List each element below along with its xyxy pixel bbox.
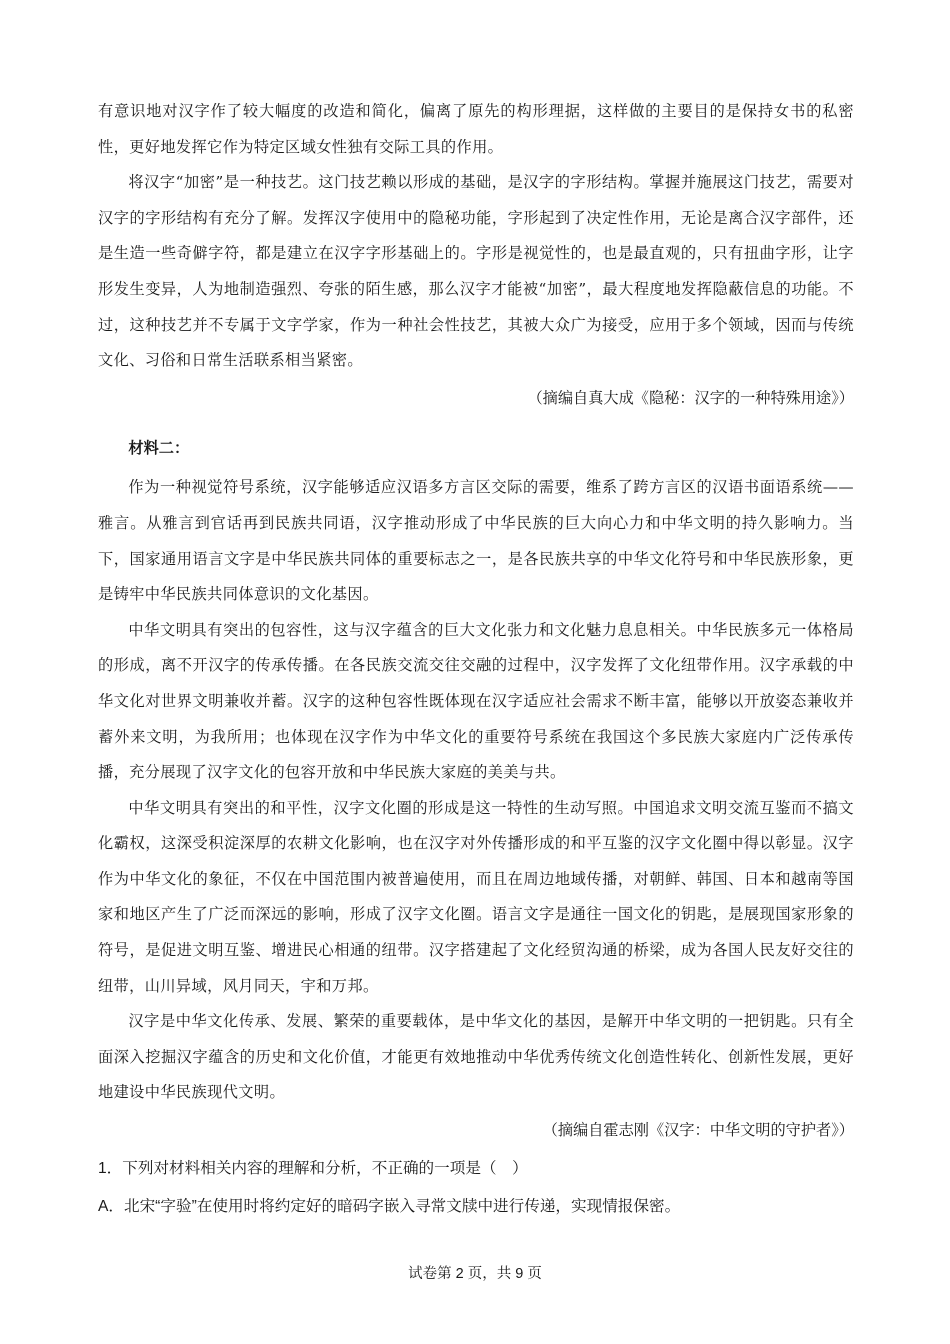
page-content bbox=[98, 94, 854, 1225]
passage1-paragraph-2: 将汉字“加密”是一种技艺。这门技艺赖以形成的基础，是汉字的字形结构。掌握并施展这门技艺，需要对汉字的字形结构有充分了解。发挥汉字使用中的隐秘功能，字形起到了决定性作用，无论是离合汉字部件，还是生造一些奇僻字符，都是建立在汉字字形基础上的。字形是视觉性的，也是最直观的，只有扭曲字形，让字形发生变异，人为地制造强烈、夸张的陌生感，那么汉字才能被“加密”，最大程度地发挥隐蔽信息的功能。不过，这种技艺并不专属于文字学家，作为一种社会性技艺，其被大众广为接受，应用于多个领域，因而与传统文化、习俗和日常生活联系相当紧密。 bbox=[98, 173, 854, 370]
passage2-paragraph-4: 汉字是中华文化传承、发展、繁荣的重要载体，是中华文化的基因，是解开中华文明的一把钥匙。只有全面深入挖掘汉字蕴含的历史和文化价值，才能更有效地推动中华优秀传统文化创造性转化、创新性发展，更好地建设中华民族现代文明。 bbox=[98, 1012, 854, 1102]
question-1-stem: 1．下列对材料相关内容的理解和分析，不正确的一项是（ ） bbox=[98, 1159, 528, 1177]
passage2-source: （摘编自霍志刚《汉字：中华文明的守护者》） bbox=[542, 1121, 854, 1140]
question-1-option-a: A．北宋“字验”在使用时将约定好的暗码字嵌入寻常文牍中进行传递，实现情报保密。 bbox=[98, 1197, 681, 1215]
passage1-source: （摘编自真大成《隐秘：汉字的一种特殊用途》） bbox=[527, 388, 854, 407]
passage1-paragraph-tail: 有意识地对汉字作了较大幅度的改造和简化，偏离了原先的构形理据，这样做的主要目的是保持女书的私密性，更好地发挥它作为特定区域女性独有交际工具的作用。 bbox=[98, 102, 854, 156]
material-two-heading: 材料二： bbox=[128, 439, 190, 458]
passage2-paragraph-1: 作为一种视觉符号系统，汉字能够适应汉语多方言区交际的需要，维系了跨方言区的汉语书面语系统——雅言。从雅言到官话再到民族共同语，汉字推动形成了中华民族的巨大向心力和中华文明的持久影响力。当下，国家通用语言文字是中华民族共同体的重要标志之一，是各民族共享的中华文化符号和中华民族形象，更是铸牢中华民族共同体意识的文化基因。 bbox=[98, 478, 854, 604]
page-footer: 试卷第 2 页，共 9 页 bbox=[408, 1266, 542, 1282]
passage2-paragraph-3: 中华文明具有突出的和平性，汉字文化圈的形成是这一特性的生动写照。中国追求文明交流互鉴而不搞文化霸权，这深受积淀深厚的农耕文化影响，也在汉字对外传播形成的和平互鉴的汉字文化圈中得以彰显。汉字作为中华文化的象征，不仅在中国范围内被普遍使用，而且在周边地域传播，对朝鲜、韩国、日本和越南等国家和地区产生了广泛而深远的影响，形成了汉字文化圈。语言文字是通往一国文化的钥匙，是展现国家形象的符号，是促进文明互鉴、增进民心相通的纽带。汉字搭建起了文化经贸沟通的桥梁，成为各国人民友好交往的纽带，山川异域，风月同天，宇和万邦。 bbox=[98, 798, 854, 995]
passage2-paragraph-2: 中华文明具有突出的包容性，这与汉字蕴含的巨大文化张力和文化魅力息息相关。中华民族多元一体格局的形成，离不开汉字的传承传播。在各民族交流交往交融的过程中，汉字发挥了文化纽带作用。汉字承载的中华文化对世界文明兼收并蓄。汉字的这种包容性既体现在汉字适应社会需求不断丰富，能够以开放姿态兼收并蓄外来文明，为我所用；也体现在汉字作为中华文化的重要符号系统在我国这个多民族大家庭内广泛传承传播，充分展现了汉字文化的包容开放和中华民族大家庭的美美与共。 bbox=[98, 620, 854, 782]
